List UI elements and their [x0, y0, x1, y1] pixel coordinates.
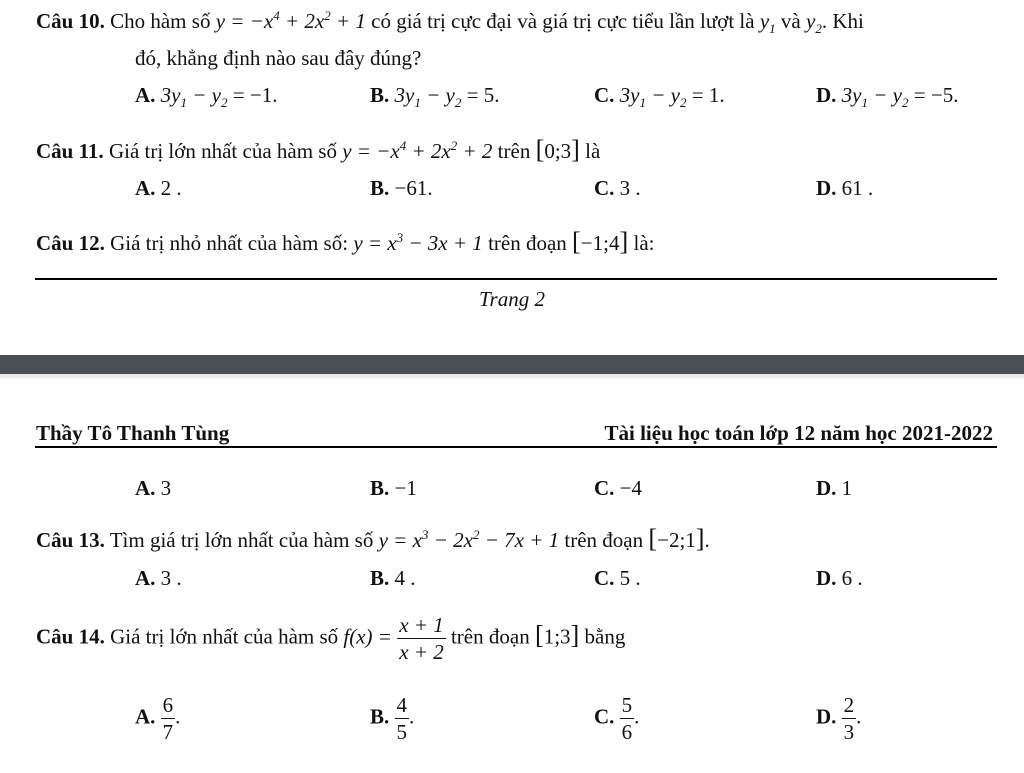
- question-10: [36, 8, 864, 37]
- option-letter: D.: [816, 704, 837, 729]
- option-c[interactable]: [594, 566, 641, 591]
- option-letter: B.: [370, 176, 390, 200]
- fraction-denominator: 6: [621, 720, 633, 744]
- question-text: . Khi: [821, 9, 864, 33]
- question-text: là: [579, 139, 601, 163]
- option-b[interactable]: [370, 476, 417, 501]
- fraction-denominator: 3: [843, 720, 855, 744]
- option-text: 61 .: [836, 176, 874, 200]
- option-letter: C.: [594, 566, 615, 590]
- question-text: Cho hàm số: [104, 9, 216, 33]
- fraction-denominator: x + 2: [399, 640, 444, 664]
- interval: −1;4: [580, 231, 620, 255]
- question-label: Câu 13.: [36, 528, 105, 552]
- question-text: trên đoạn: [482, 231, 573, 255]
- question-13-options: [0, 566, 1024, 596]
- option-c[interactable]: C. $3y_1 - y_2 = 1$.: [594, 83, 725, 111]
- question-13: Câu 13. Tìm giá trị lớn nhất của hàm số $y = x^3 - 2x^2 - 7x + 1$ trên đoạn [−2;1].: [36, 524, 710, 553]
- option-letter: C.: [594, 476, 615, 500]
- interval: 1;3: [543, 624, 571, 649]
- fraction-numerator: 6: [162, 693, 174, 717]
- page-top: [0, 0, 1024, 355]
- formula: $y = -x^4 + 2x^2 + 2$: [342, 138, 493, 163]
- question-12: Câu 12. Giá trị nhỏ nhất của hàm số: $y = x^3 - 3x + 1$ trên đoạn [−1;4] là:: [36, 227, 655, 256]
- option-d[interactable]: D. $\frac{2}{3}$ .: [816, 693, 862, 744]
- question-text: Tìm giá trị lớn nhất của hàm số: [104, 528, 379, 552]
- question-text: Giá trị lớn nhất của hàm số: [104, 624, 344, 649]
- option-a[interactable]: A. $3y_1 - y_2 = -1$.: [135, 83, 278, 111]
- option-c[interactable]: [594, 176, 641, 201]
- fraction-numerator: x + 1: [399, 613, 444, 637]
- option-letter: A.: [135, 566, 156, 590]
- page-separator-bar: [0, 355, 1024, 374]
- option-text: 3y: [619, 83, 640, 107]
- formula: $y = x^3 - 3x + 1$: [353, 230, 483, 255]
- option-text: 6 .: [836, 566, 863, 590]
- option-letter: B.: [370, 566, 390, 590]
- question-text: là:: [628, 231, 655, 255]
- option-b[interactable]: [370, 566, 416, 591]
- fraction: [842, 692, 857, 745]
- option-letter: B.: [370, 83, 390, 107]
- question-text: trên đoạn: [559, 528, 649, 552]
- option-c[interactable]: [594, 476, 642, 501]
- question-text: và: [775, 9, 806, 33]
- option-d[interactable]: [816, 566, 863, 591]
- fraction-numerator: 2: [843, 693, 855, 717]
- fraction-denominator: 5: [396, 720, 408, 744]
- option-text: = −5.: [908, 83, 959, 107]
- question-text: trên: [492, 139, 536, 163]
- question-11: Câu 11. Giá trị lớn nhất của hàm số $y = -x^4 + 2x^2 + 2$ trên [0;3] là: [36, 135, 601, 164]
- fraction-numerator: 5: [621, 693, 633, 717]
- option-letter: B.: [370, 476, 390, 500]
- option-a[interactable]: [135, 176, 182, 201]
- option-text: 5 .: [614, 566, 641, 590]
- option-letter: C.: [594, 83, 615, 107]
- formula: $y = -x^4 + 2x^2 + 1$: [215, 8, 366, 33]
- question-text: trên đoạn: [445, 624, 535, 649]
- option-text: −61.: [389, 176, 433, 200]
- question-14-options: [0, 692, 1024, 752]
- option-letter: D.: [816, 83, 837, 107]
- question-label: Câu 10.: [36, 9, 105, 33]
- page-separator: [0, 355, 1024, 378]
- header-rule: [35, 446, 997, 448]
- footer-rule: [35, 278, 997, 280]
- option-d[interactable]: [816, 176, 873, 201]
- option-text: −1: [389, 476, 417, 500]
- page-footer: Trang 2: [479, 287, 545, 311]
- option-letter: D.: [816, 176, 837, 200]
- option-text: 3y: [841, 83, 862, 107]
- fraction: [395, 692, 410, 745]
- question-10-options: [0, 83, 1024, 113]
- question-text: có giá trị cực đại và giá trị cực tiểu lần lượt là: [365, 9, 760, 33]
- option-a[interactable]: [135, 476, 171, 501]
- question-text: .: [704, 528, 710, 552]
- option-b[interactable]: B. $3y_1 - y_2 = 5$.: [370, 83, 500, 111]
- option-letter: A.: [135, 704, 156, 729]
- option-letter: D.: [816, 566, 837, 590]
- option-letter: A.: [135, 476, 156, 500]
- option-b[interactable]: [370, 176, 433, 201]
- option-text: = 5.: [461, 83, 500, 107]
- option-text: 1: [836, 476, 853, 500]
- option-text: = 1.: [686, 83, 725, 107]
- formula: $y_2$: [806, 9, 822, 37]
- interval: 0;3: [544, 139, 572, 163]
- option-text: 4 .: [389, 566, 416, 590]
- question-text: Giá trị nhỏ nhất của hàm số:: [104, 231, 354, 255]
- option-a[interactable]: A. $\frac{6}{7}$ .: [135, 693, 181, 744]
- fraction-numerator: 4: [396, 693, 408, 717]
- option-text: 3 .: [614, 176, 641, 200]
- option-c[interactable]: C. $\frac{5}{6}$ .: [594, 693, 640, 744]
- option-b[interactable]: B. $\frac{4}{5}$ .: [370, 693, 415, 744]
- option-d[interactable]: D. $3y_1 - y_2 = -5$.: [816, 83, 959, 111]
- question-10-line2: đó, khẳng định nào sau đây đúng?: [135, 46, 422, 70]
- option-d[interactable]: [816, 476, 852, 501]
- option-letter: D.: [816, 476, 837, 500]
- option-text: 2 .: [155, 176, 182, 200]
- option-letter: B.: [370, 704, 390, 729]
- formula: $y_1$: [759, 9, 776, 37]
- option-a[interactable]: [135, 566, 182, 591]
- fraction: [620, 692, 635, 745]
- interval: −2;1: [657, 528, 696, 552]
- question-11-options: [0, 176, 1024, 206]
- question-text: bằng: [579, 624, 626, 649]
- fraction: [161, 692, 176, 745]
- fraction: [397, 612, 446, 665]
- option-text: 3 .: [155, 566, 182, 590]
- fraction-denominator: 7: [162, 720, 174, 744]
- question-label: Câu 14.: [36, 624, 105, 649]
- option-text: 3y: [160, 83, 181, 107]
- option-letter: A.: [135, 176, 156, 200]
- question-12-options: [0, 476, 1024, 506]
- option-text: 3y: [394, 83, 415, 107]
- option-letter: A.: [135, 83, 156, 107]
- formula: $y = x^3 - 2x^2 - 7x + 1$: [378, 527, 560, 552]
- option-text: 3: [155, 476, 172, 500]
- option-text: −4: [614, 476, 643, 500]
- formula: f(x) =: [343, 624, 398, 649]
- question-label: Câu 11.: [36, 139, 104, 163]
- question-label: Câu 12.: [36, 231, 105, 255]
- option-letter: C.: [594, 704, 615, 729]
- header-author: Thầy Tô Thanh Tùng: [36, 421, 230, 445]
- header-title: Tài liệu học toán lớp 12 năm học 2021-2022: [604, 421, 993, 445]
- option-letter: C.: [594, 176, 615, 200]
- question-14: Câu 14. Giá trị lớn nhất của hàm số f(x) = $\frac{x + 1}{x + 2}$ trên đoạn [1;3] bằng: [36, 613, 626, 664]
- option-text: = −1.: [227, 83, 278, 107]
- question-text: Giá trị lớn nhất của hàm số: [103, 139, 343, 163]
